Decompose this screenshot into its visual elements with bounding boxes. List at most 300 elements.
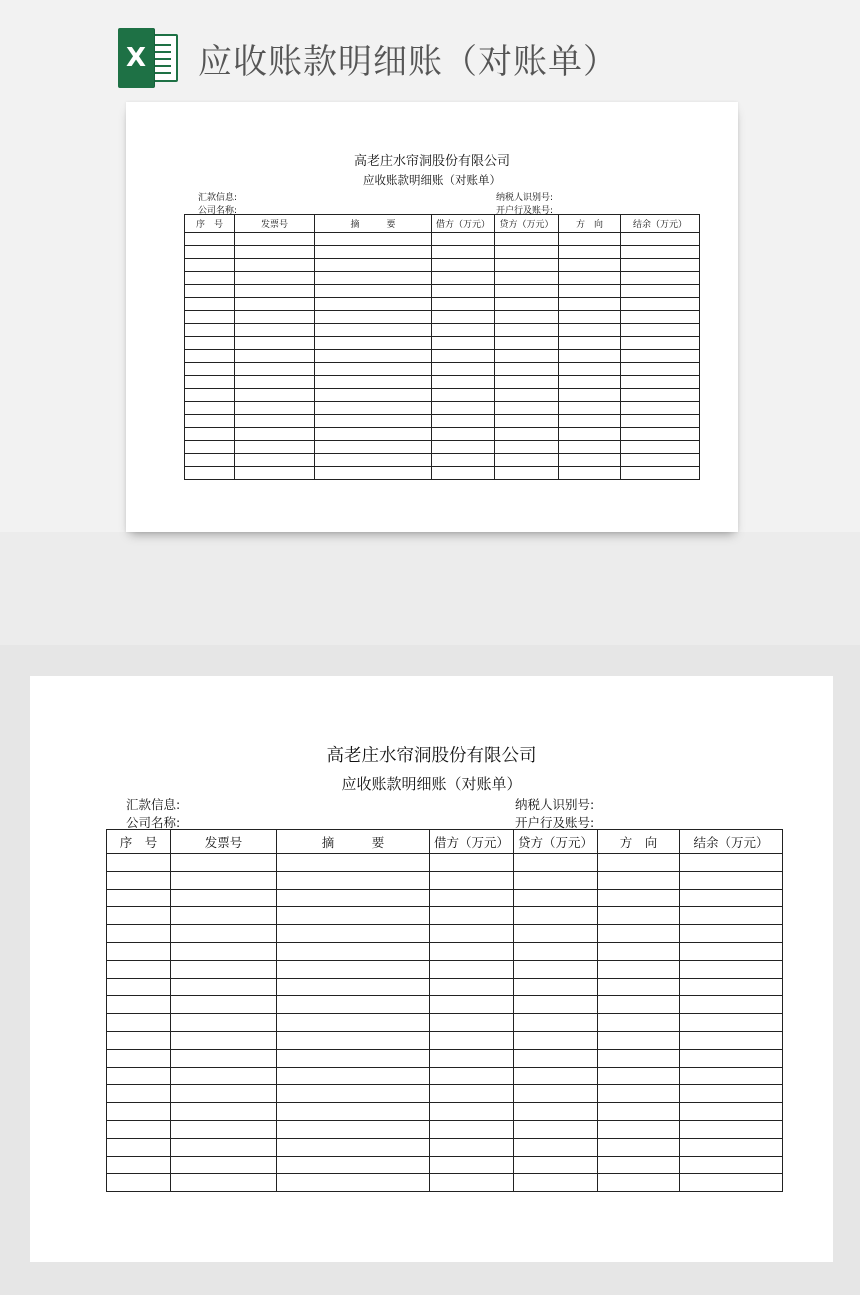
col-balance-cell	[621, 259, 700, 272]
table-row	[107, 1014, 783, 1032]
ledger-header-row	[185, 215, 700, 233]
col-direction-cell	[559, 454, 621, 467]
col-direction-cell	[559, 272, 621, 285]
table-row	[107, 996, 783, 1014]
col-debit-cell	[430, 1085, 514, 1103]
bank-account-label: 开户行及账号:	[496, 206, 554, 216]
col-debit-cell	[430, 1031, 514, 1049]
col-index-cell	[107, 1103, 171, 1121]
col-summary-cell	[277, 942, 430, 960]
col-summary-cell	[277, 1067, 430, 1085]
ledger-body	[107, 854, 783, 1192]
col-invoice-no-cell	[235, 337, 315, 350]
col-debit-cell	[432, 298, 495, 311]
col-index-cell	[107, 942, 171, 960]
col-credit-cell	[495, 285, 559, 298]
col-invoice-no-cell	[171, 1138, 277, 1156]
col-index-cell	[107, 871, 171, 889]
col-summary-cell	[315, 363, 432, 376]
col-debit-cell	[430, 1067, 514, 1085]
col-index-cell	[107, 854, 171, 872]
col-direction-header: 方 向	[559, 215, 621, 233]
col-invoice-no-cell	[235, 272, 315, 285]
col-index-cell	[185, 441, 235, 454]
col-invoice-no-header: 发票号	[171, 830, 277, 854]
col-balance-cell	[680, 1156, 783, 1174]
col-invoice-no-cell	[235, 298, 315, 311]
table-row	[107, 1031, 783, 1049]
table-row	[107, 1120, 783, 1138]
col-debit-cell	[432, 259, 495, 272]
col-balance-cell	[621, 298, 700, 311]
col-credit-cell	[495, 246, 559, 259]
col-credit-cell	[514, 854, 598, 872]
table-row	[185, 259, 700, 272]
col-debit-cell	[430, 907, 514, 925]
col-debit-cell	[432, 454, 495, 467]
table-row	[185, 311, 700, 324]
col-direction-cell	[598, 1031, 680, 1049]
col-direction-cell	[559, 259, 621, 272]
col-credit-cell	[514, 1138, 598, 1156]
col-credit-cell	[495, 428, 559, 441]
col-debit-cell	[432, 363, 495, 376]
col-invoice-no-cell	[235, 311, 315, 324]
col-summary-cell	[277, 1049, 430, 1067]
col-credit-cell	[495, 402, 559, 415]
col-summary-cell	[277, 925, 430, 943]
col-index-cell	[107, 1120, 171, 1138]
table-row	[185, 376, 700, 389]
col-credit-cell	[514, 1103, 598, 1121]
col-summary-cell	[277, 889, 430, 907]
col-credit-cell	[495, 324, 559, 337]
company-name-label: 公司名称:	[126, 815, 181, 830]
col-summary-cell	[315, 467, 432, 480]
col-index-cell	[185, 428, 235, 441]
col-summary-cell	[277, 1014, 430, 1032]
col-invoice-no-cell	[235, 454, 315, 467]
col-debit-header: 借方（万元）	[430, 830, 514, 854]
col-balance-header: 结余（万元）	[680, 830, 783, 854]
col-direction-cell	[598, 1103, 680, 1121]
col-credit-cell	[495, 376, 559, 389]
col-debit-cell	[430, 1103, 514, 1121]
table-row	[107, 871, 783, 889]
col-debit-cell	[430, 996, 514, 1014]
col-summary-cell	[315, 272, 432, 285]
col-direction-cell	[559, 428, 621, 441]
col-invoice-no-cell	[235, 441, 315, 454]
col-balance-cell	[680, 1049, 783, 1067]
col-index-cell	[107, 1085, 171, 1103]
col-balance-cell	[621, 402, 700, 415]
col-debit-cell	[432, 350, 495, 363]
col-debit-cell	[432, 246, 495, 259]
col-credit-header: 贷方（万元）	[495, 215, 559, 233]
table-row	[185, 233, 700, 246]
col-invoice-no-cell	[171, 978, 277, 996]
col-invoice-no-cell	[171, 960, 277, 978]
col-direction-cell	[559, 285, 621, 298]
col-balance-cell	[621, 272, 700, 285]
col-debit-cell	[430, 942, 514, 960]
col-invoice-no-cell	[171, 996, 277, 1014]
remit-info-label: 汇款信息:	[198, 193, 238, 203]
col-summary-cell	[315, 337, 432, 350]
col-index-cell	[185, 233, 235, 246]
col-index-header: 序 号	[185, 215, 235, 233]
col-direction-cell	[598, 889, 680, 907]
excel-icon	[118, 28, 180, 88]
col-balance-header: 结余（万元）	[621, 215, 700, 233]
col-summary-cell	[277, 1138, 430, 1156]
col-summary-cell	[315, 350, 432, 363]
taxpayer-id-label: 纳税人识别号:	[496, 193, 554, 203]
col-debit-cell	[430, 871, 514, 889]
table-row	[185, 428, 700, 441]
table-row	[107, 1174, 783, 1192]
col-direction-cell	[598, 1067, 680, 1085]
col-balance-cell	[621, 389, 700, 402]
col-credit-cell	[514, 942, 598, 960]
col-direction-cell	[598, 942, 680, 960]
col-direction-cell	[598, 854, 680, 872]
col-invoice-no-cell	[171, 1085, 277, 1103]
col-debit-cell	[430, 1014, 514, 1032]
col-balance-cell	[680, 978, 783, 996]
col-summary-header: 摘 要	[315, 215, 432, 233]
col-index-cell	[185, 324, 235, 337]
col-invoice-no-cell	[171, 1049, 277, 1067]
col-invoice-no-cell	[171, 1031, 277, 1049]
col-summary-cell	[277, 1174, 430, 1192]
table-row	[185, 402, 700, 415]
col-debit-cell	[432, 272, 495, 285]
col-debit-header: 借方（万元）	[432, 215, 495, 233]
col-summary-cell	[315, 298, 432, 311]
col-balance-cell	[621, 467, 700, 480]
col-balance-cell	[680, 996, 783, 1014]
col-index-header: 序 号	[107, 830, 171, 854]
col-index-cell	[107, 978, 171, 996]
col-credit-cell	[514, 1120, 598, 1138]
col-invoice-no-cell	[235, 428, 315, 441]
col-balance-cell	[680, 925, 783, 943]
col-balance-cell	[680, 960, 783, 978]
col-credit-cell	[495, 415, 559, 428]
col-balance-cell	[621, 441, 700, 454]
col-balance-cell	[680, 1085, 783, 1103]
col-direction-cell	[598, 1049, 680, 1067]
col-index-cell	[185, 285, 235, 298]
col-debit-cell	[430, 1120, 514, 1138]
company-name-label: 公司名称:	[198, 206, 238, 216]
col-summary-cell	[315, 233, 432, 246]
remit-info-label: 汇款信息:	[126, 797, 181, 812]
table-row	[107, 1156, 783, 1174]
col-invoice-no-cell	[235, 246, 315, 259]
excel-letter: X	[118, 28, 154, 88]
col-debit-cell	[432, 324, 495, 337]
col-index-cell	[107, 1138, 171, 1156]
col-debit-cell	[430, 1174, 514, 1192]
col-index-cell	[107, 996, 171, 1014]
col-credit-cell	[495, 389, 559, 402]
col-balance-cell	[680, 942, 783, 960]
col-invoice-no-cell	[235, 233, 315, 246]
col-credit-cell	[514, 996, 598, 1014]
col-balance-cell	[680, 1103, 783, 1121]
col-balance-cell	[621, 285, 700, 298]
col-credit-cell	[495, 272, 559, 285]
col-credit-cell	[514, 978, 598, 996]
col-direction-cell	[598, 1014, 680, 1032]
col-index-cell	[185, 467, 235, 480]
statement-title: 应收账款明细账（对账单）	[341, 775, 522, 793]
col-debit-cell	[432, 337, 495, 350]
table-row	[185, 298, 700, 311]
col-credit-cell	[514, 871, 598, 889]
col-balance-cell	[680, 1014, 783, 1032]
col-balance-cell	[621, 415, 700, 428]
col-summary-cell	[277, 1085, 430, 1103]
col-credit-cell	[514, 907, 598, 925]
col-direction-cell	[598, 907, 680, 925]
col-invoice-no-cell	[171, 1103, 277, 1121]
col-debit-cell	[430, 854, 514, 872]
company-name-heading: 高老庄水帘洞股份有限公司	[326, 746, 537, 766]
col-summary-cell	[277, 854, 430, 872]
col-direction-cell	[559, 415, 621, 428]
col-index-cell	[107, 925, 171, 943]
table-row	[185, 246, 700, 259]
col-summary-cell	[315, 259, 432, 272]
col-summary-cell	[277, 907, 430, 925]
col-credit-cell	[514, 925, 598, 943]
col-invoice-no-cell	[171, 907, 277, 925]
col-invoice-no-cell	[235, 389, 315, 402]
col-debit-cell	[430, 960, 514, 978]
col-index-cell	[107, 889, 171, 907]
table-row	[185, 363, 700, 376]
page-title: 应收账款明细账（对账单）	[198, 41, 618, 82]
col-balance-cell	[680, 889, 783, 907]
col-direction-cell	[598, 1174, 680, 1192]
col-index-cell	[107, 1174, 171, 1192]
col-index-cell	[185, 337, 235, 350]
col-direction-cell	[598, 1085, 680, 1103]
col-credit-header: 贷方（万元）	[514, 830, 598, 854]
col-index-cell	[185, 389, 235, 402]
taxpayer-id-label: 纳税人识别号:	[515, 797, 595, 812]
col-invoice-no-cell	[171, 1120, 277, 1138]
col-invoice-no-cell	[171, 925, 277, 943]
col-index-cell	[185, 311, 235, 324]
col-direction-cell	[598, 871, 680, 889]
col-invoice-no-cell	[171, 1067, 277, 1085]
col-direction-cell	[559, 350, 621, 363]
col-index-cell	[185, 350, 235, 363]
col-summary-cell	[315, 285, 432, 298]
col-index-cell	[107, 1031, 171, 1049]
col-direction-cell	[559, 246, 621, 259]
col-direction-cell	[598, 1120, 680, 1138]
table-row	[107, 854, 783, 872]
col-balance-cell	[621, 428, 700, 441]
col-index-cell	[107, 960, 171, 978]
col-direction-cell	[598, 978, 680, 996]
col-credit-cell	[495, 311, 559, 324]
col-debit-cell	[432, 376, 495, 389]
col-invoice-no-cell	[171, 889, 277, 907]
col-debit-cell	[432, 467, 495, 480]
sheet-preview-small	[126, 102, 738, 532]
sheet-preview-large	[30, 676, 833, 1262]
col-credit-cell	[495, 298, 559, 311]
col-direction-cell	[598, 925, 680, 943]
bank-account-label: 开户行及账号:	[515, 815, 595, 830]
col-index-cell	[185, 415, 235, 428]
col-summary-cell	[315, 454, 432, 467]
preview-header	[118, 28, 618, 88]
col-credit-cell	[514, 1049, 598, 1067]
col-credit-cell	[514, 960, 598, 978]
col-summary-cell	[277, 1103, 430, 1121]
col-direction-cell	[559, 441, 621, 454]
col-index-cell	[107, 1049, 171, 1067]
col-credit-cell	[495, 467, 559, 480]
col-summary-cell	[315, 324, 432, 337]
col-debit-cell	[430, 1138, 514, 1156]
col-balance-cell	[621, 363, 700, 376]
col-balance-cell	[680, 871, 783, 889]
col-summary-header: 摘 要	[277, 830, 430, 854]
col-balance-cell	[680, 1120, 783, 1138]
col-debit-cell	[432, 285, 495, 298]
col-index-cell	[185, 376, 235, 389]
col-balance-cell	[621, 233, 700, 246]
table-row	[107, 942, 783, 960]
col-summary-cell	[315, 311, 432, 324]
table-row	[185, 272, 700, 285]
col-summary-cell	[315, 389, 432, 402]
col-direction-cell	[598, 1156, 680, 1174]
col-direction-cell	[598, 996, 680, 1014]
table-row	[107, 907, 783, 925]
col-debit-cell	[430, 889, 514, 907]
col-direction-cell	[559, 389, 621, 402]
col-summary-cell	[315, 402, 432, 415]
col-debit-cell	[430, 1156, 514, 1174]
col-index-cell	[185, 402, 235, 415]
table-row	[185, 324, 700, 337]
col-invoice-no-cell	[235, 415, 315, 428]
table-row	[107, 925, 783, 943]
col-index-cell	[107, 907, 171, 925]
col-invoice-no-cell	[235, 285, 315, 298]
col-index-cell	[185, 272, 235, 285]
col-index-cell	[185, 259, 235, 272]
col-summary-cell	[277, 1156, 430, 1174]
statement-title: 应收账款明细账（对账单）	[363, 173, 501, 187]
col-summary-cell	[277, 1120, 430, 1138]
col-direction-cell	[559, 324, 621, 337]
col-balance-cell	[621, 337, 700, 350]
table-row	[185, 285, 700, 298]
col-debit-cell	[432, 389, 495, 402]
table-row	[185, 467, 700, 480]
col-invoice-no-cell	[235, 467, 315, 480]
col-balance-cell	[621, 324, 700, 337]
col-direction-cell	[559, 363, 621, 376]
table-row	[185, 337, 700, 350]
col-balance-cell	[621, 376, 700, 389]
col-debit-cell	[432, 233, 495, 246]
table-row	[185, 454, 700, 467]
col-balance-cell	[680, 854, 783, 872]
col-debit-cell	[432, 441, 495, 454]
col-index-cell	[185, 246, 235, 259]
col-direction-cell	[559, 402, 621, 415]
col-summary-cell	[315, 246, 432, 259]
col-debit-cell	[430, 1049, 514, 1067]
table-row	[107, 1103, 783, 1121]
company-name-heading: 高老庄水帘洞股份有限公司	[353, 154, 510, 169]
table-surface	[0, 532, 860, 645]
col-balance-cell	[621, 350, 700, 363]
col-invoice-no-cell	[235, 324, 315, 337]
table-row	[185, 415, 700, 428]
table-row	[107, 1085, 783, 1103]
ledger-table	[184, 214, 700, 480]
table-row	[185, 350, 700, 363]
col-index-cell	[107, 1014, 171, 1032]
col-direction-cell	[598, 1138, 680, 1156]
col-invoice-no-cell	[171, 1156, 277, 1174]
col-summary-cell	[315, 428, 432, 441]
col-index-cell	[185, 454, 235, 467]
table-row	[107, 978, 783, 996]
col-credit-cell	[514, 1085, 598, 1103]
col-credit-cell	[495, 337, 559, 350]
col-balance-cell	[680, 1031, 783, 1049]
table-row	[107, 1049, 783, 1067]
col-balance-cell	[680, 1067, 783, 1085]
col-summary-cell	[315, 415, 432, 428]
col-summary-cell	[277, 960, 430, 978]
col-invoice-no-cell	[235, 376, 315, 389]
col-direction-cell	[559, 467, 621, 480]
col-debit-cell	[432, 311, 495, 324]
col-balance-cell	[621, 311, 700, 324]
col-summary-cell	[315, 441, 432, 454]
col-credit-cell	[495, 350, 559, 363]
col-summary-cell	[277, 871, 430, 889]
col-summary-cell	[277, 978, 430, 996]
col-balance-cell	[621, 454, 700, 467]
col-invoice-no-cell	[235, 259, 315, 272]
col-summary-cell	[277, 1031, 430, 1049]
col-credit-cell	[495, 454, 559, 467]
col-debit-cell	[432, 428, 495, 441]
ledger-header-row	[107, 830, 783, 854]
table-row	[185, 389, 700, 402]
table-row	[107, 960, 783, 978]
col-balance-cell	[680, 907, 783, 925]
col-debit-cell	[432, 402, 495, 415]
col-index-cell	[107, 1156, 171, 1174]
